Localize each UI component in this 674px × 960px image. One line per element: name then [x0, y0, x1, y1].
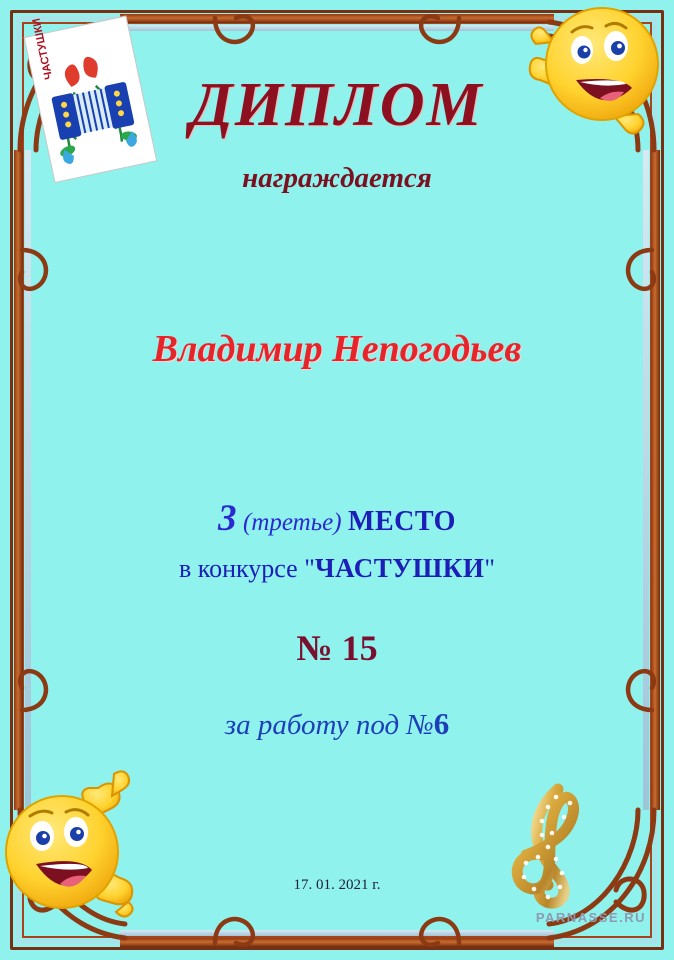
recipient-name: Владимир Непогодьев — [152, 328, 522, 370]
contest-line — [40, 553, 634, 584]
site-watermark: PARNASSE.RU — [535, 910, 646, 925]
work-prefix: за работу под № — [224, 709, 434, 741]
page-title: ДИПЛОМ — [190, 71, 484, 139]
certificate-content — [40, 0, 634, 960]
accordion-card-label: ЧАСТУШКИ — [30, 17, 56, 81]
place-number: 3 — [218, 498, 237, 539]
place-label: МЕСТО — [348, 506, 456, 537]
contest-name: ЧАСТУШКИ — [314, 553, 485, 583]
quote-open: " — [304, 554, 315, 583]
quote-close: " — [484, 554, 495, 583]
place-word: (третье) — [243, 509, 342, 536]
place-line — [40, 497, 634, 540]
work-number: 6 — [433, 706, 450, 741]
certificate-number: № 15 — [296, 628, 378, 668]
issue-date: 17. 01. 2021 г. — [293, 877, 381, 893]
work-line — [40, 706, 634, 742]
awarded-label: награждается — [242, 162, 432, 194]
contest-prefix: в конкурсе — [179, 554, 298, 583]
